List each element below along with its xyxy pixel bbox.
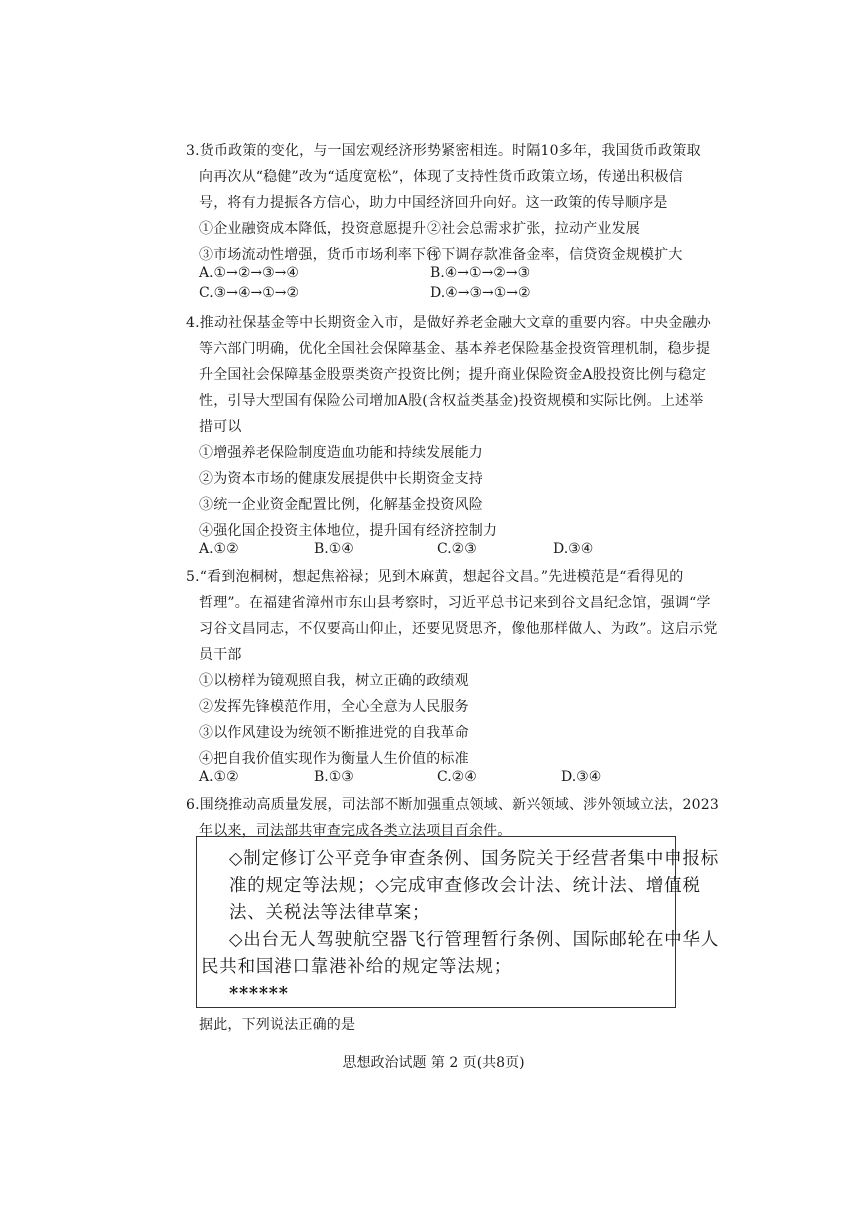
material-line-6: ****** [229, 984, 289, 1004]
material-line-4: ◇出台无人驾驶航空器飞行管理暂行条例、国际邮轮在中华人 [229, 930, 720, 950]
question-6-stem-line-1: 6.围绕推动高质量发展，司法部不断加强重点领域、新兴领域、涉外领域立法，2023 [186, 797, 719, 813]
question-3-option-d: D.④→③→①→② [430, 285, 531, 301]
question-4-option-d: D.③④ [553, 541, 594, 557]
question-5-stem-line-1: 5.“看到泡桐树，想起焦裕禄；见到木麻黄，想起谷文昌。”先进模范是“看得见的 [186, 569, 684, 585]
question-4-item-4: ④强化国企投资主体地位，提升国有经济控制力 [199, 523, 498, 539]
material-line-5: 民共和国港口靠港补给的规定等法规； [201, 957, 513, 977]
page-footer: 思想政治试题 第 2 页(共8页) [342, 1055, 525, 1071]
question-4-stem-line-5: 措可以 [199, 419, 242, 435]
question-3-item-1: ①企业融资成本降低，投资意愿提升 [199, 221, 427, 237]
question-3-item-3: ③市场流动性增强，货币市场利率下行 [199, 247, 441, 263]
question-4-stem-line-4: 性，引导大型国有保险公司增加A股(含权益类基金)投资规模和实际比例。上述举 [199, 393, 704, 409]
question-4-item-3: ③统一企业资金配置比例，化解基金投资风险 [199, 497, 483, 513]
question-3-option-a: A.①→②→③→④ [199, 265, 299, 281]
question-4-stem-line-2: 等六部门明确，优化全国社会保障基金、基本养老保险基金投资管理机制，稳步提 [199, 341, 711, 357]
material-line-1: ◇制定修订公平竞争审查条例、国务院关于经营者集中申报标 [229, 849, 720, 869]
question-4-option-b: B.①④ [314, 541, 354, 557]
question-5-option-c: C.②④ [437, 769, 477, 785]
question-5-item-3: ③以作风建设为统领不断推进党的自我革命 [199, 725, 469, 741]
question-4-option-c: C.②③ [437, 541, 477, 557]
question-3-option-b: B.④→①→②→③ [430, 265, 531, 281]
question-3-stem-line-2: 向再次从“稳健”改为“适度宽松”，体现了支持性货币政策立场，传递出积极信 [199, 169, 683, 185]
question-4-option-a: A.①② [199, 541, 239, 557]
question-4-item-2: ②为资本市场的健康发展提供中长期资金支持 [199, 471, 483, 487]
question-4-stem-line-1: 4.推动社保基金等中长期资金入市，是做好养老金融大文章的重要内容。中央金融办 [186, 315, 711, 331]
material-line-3: 法、关税法等法律草案； [229, 903, 431, 923]
question-5-option-d: D.③④ [561, 769, 602, 785]
question-3-stem-line-1: 3.货币政策的变化，与一国宏观经济形势紧密相连。时隔10多年，我国货币政策取 [186, 143, 701, 159]
question-4-stem-line-3: 升全国社会保障基金股票类资产投资比例；提升商业保险资金A股投资比例与稳定 [199, 367, 707, 383]
question-4-item-1: ①增强养老保险制度造血功能和持续发展能力 [199, 445, 483, 461]
question-5-item-2: ②发挥先锋模范作用，全心全意为人民服务 [199, 699, 469, 715]
material-line-2: 准的规定等法规；◇完成审查修改会计法、统计法、增值税 [229, 876, 701, 896]
question-3-item-2: ②社会总需求扩张，拉动产业发展 [427, 221, 640, 237]
question-5-stem-line-2: 哲理”。在福建省漳州市东山县考察时，习近平总书记来到谷文昌纪念馆，强调“学 [199, 595, 711, 611]
question-5-item-4: ④把自我价值实现作为衡量人生价值的标准 [199, 751, 469, 767]
question-5-option-b: B.①③ [314, 769, 354, 785]
question-5-option-a: A.①② [199, 769, 239, 785]
question-3-option-c: C.③→④→①→② [199, 285, 300, 301]
question-3-stem-line-3: 号，将有力提振各方信心，助力中国经济回升向好。这一政策的传导顺序是 [199, 195, 668, 211]
question-5-item-1: ①以榜样为镜观照自我，树立正确的政绩观 [199, 673, 469, 689]
question-6-material-box [196, 836, 720, 1008]
question-6-stem-line-2: 年以来，司法部共审查完成各类立法项目百余件。 [199, 823, 512, 839]
question-3-item-4: ④下调存款准备金率，信贷资金规模扩大 [427, 247, 683, 263]
question-5-stem-line-3: 习谷文昌同志，不仅要高山仰止，还要见贤思齐，像他那样做人、为政”。这启示党 [199, 621, 718, 637]
question-6-prompt: 据此，下列说法正确的是 [199, 1017, 356, 1033]
question-5-stem-line-4: 员干部 [199, 647, 242, 663]
